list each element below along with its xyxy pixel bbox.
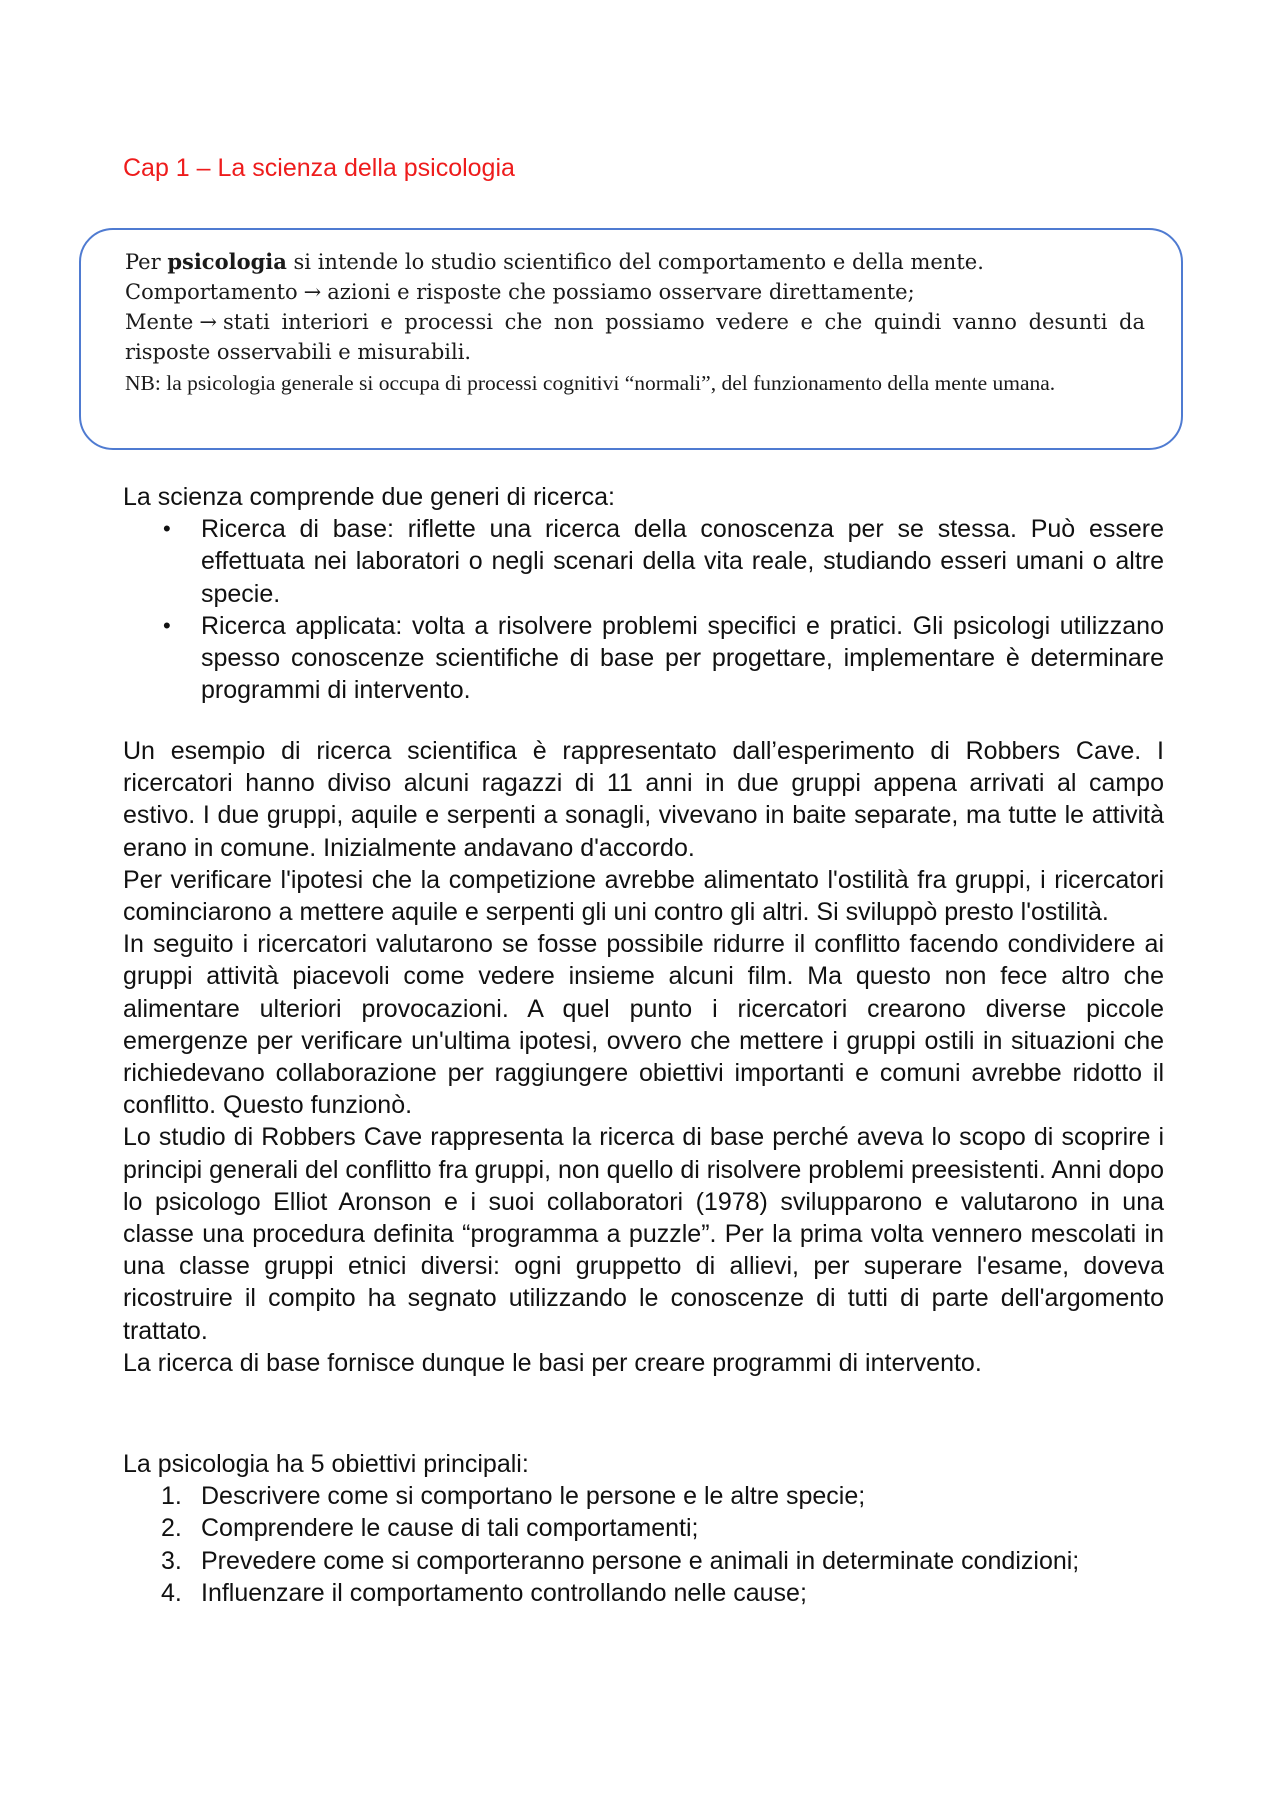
goals-intro: La psicologia ha 5 obiettivi principali: xyxy=(123,1450,529,1478)
paragraph: In seguito i ricercatori valutarono se fosse possibile ridurre il conflitto facendo condividere ai gruppi attività piacevoli come vedere insieme alcuni film. Ma questo non fece altro che alimentare ulteriori provocazioni. A quel punto i ricercatori crearono diverse piccole emergenze per verificare un'ultima ipotesi, ovvero che mettere i gruppi ostili in situazioni che richiedevano collaborazione per raggiungere obiettivi importanti e comuni avrebbe ridotto il conflitto. Questo funzionò. xyxy=(123,930,1164,1120)
list-item: • Ricerca applicata: volta a risolvere problemi specifici e pratici. Gli psicologi utilizzano spesso conoscenze scientifiche di base per progettare, implementare è determinare programmi di intervento. xyxy=(163,611,1164,705)
list-item: 3. Prevedere come si comporteranno persone e animali in determinate condizioni; xyxy=(161,1546,1080,1575)
list-item: 2. Comprendere le cause di tali comportamenti; xyxy=(161,1514,699,1543)
list-item: • Ricerca di base: riflette una ricerca della conoscenza per se stessa. Può essere effettuata nei laboratori o negli scenari della vita reale, studiando esseri umani o altre specie. xyxy=(163,515,1164,608)
research-intro: La scienza comprende due generi di ricerca: xyxy=(123,483,615,511)
definition-box-content xyxy=(125,247,1145,399)
arrow-right-icon: → xyxy=(199,310,217,334)
paragraph: Per verificare l'ipotesi che la competizione avrebbe alimentato l'ostilità fra gruppi, i ricercatori cominciarono a mettere aquile e serpenti gli uni contro gli altri. Si sviluppò presto l'ostilità. xyxy=(123,865,1164,927)
paragraph: Lo studio di Robbers Cave rappresenta la ricerca di base perché aveva lo scopo di scoprire i principi generali del conflitto fra gruppi, non quello di risolvere problemi preesistenti. Anni dopo lo psicologo Elliot Aronson e i suoi collaboratori (1978) svilupparono e valutarono in una classe una procedura definita “programma a puzzle”. Per la prima volta vennero mescolati in una classe gruppi etnici diversi: ogni gruppetto di allievi, per superare l'esame, doveva ricostruire il compito ha segnato utilizzando le conoscenze di tutti di parte dell'argomento trattato. xyxy=(123,1123,1164,1345)
nb-note: NB: la psicologia generale si occupa di processi cognitivi “normali”, del funzionamento della mente umana. xyxy=(125,371,1056,395)
robbers-cave-section xyxy=(123,735,1164,1379)
research-types-list xyxy=(123,513,1164,706)
behavior-line: Comportamento → azioni e risposte che possiamo osservare direttamente; xyxy=(125,277,1145,307)
arrow-right-icon: → xyxy=(303,280,322,304)
list-item: 1. Descrivere come si comportano le persone e le altre specie; xyxy=(161,1482,866,1511)
mind-line: Mente → stati interiori e processi che non possiamo vedere e che quindi vanno desunti da risposte osservabili e misurabili. xyxy=(125,307,1145,367)
paragraph: Un esempio di ricerca scientifica è rappresentato dall’esperimento di Robbers Cave. I ricercatori hanno diviso alcuni ragazzi di 11 anni in due gruppi appena arrivati al campo estivo. I due gruppi, aquile e serpenti a sonagli, vivevano in baite separate, ma tutte le attività erano in comune. Inizialmente andavano d'accordo. xyxy=(123,737,1164,862)
bullet-icon: • xyxy=(163,516,171,542)
list-item: 4. Influenzare il comportamento controllando nelle cause; xyxy=(161,1578,807,1607)
goals-list xyxy=(123,1480,1164,1609)
definition-term: psicologia xyxy=(167,249,287,274)
definition-line: Per psicologia si intende lo studio scientifico del comportamento e della mente. xyxy=(125,249,984,274)
chapter-title: Cap 1 – La scienza della psicologia xyxy=(123,154,515,182)
paragraph: La ricerca di base fornisce dunque le basi per creare programmi di intervento. xyxy=(123,1348,982,1377)
bullet-icon: • xyxy=(163,612,171,638)
definition-box xyxy=(79,228,1183,450)
goals-section xyxy=(123,1448,1164,1609)
research-section xyxy=(123,481,1164,706)
